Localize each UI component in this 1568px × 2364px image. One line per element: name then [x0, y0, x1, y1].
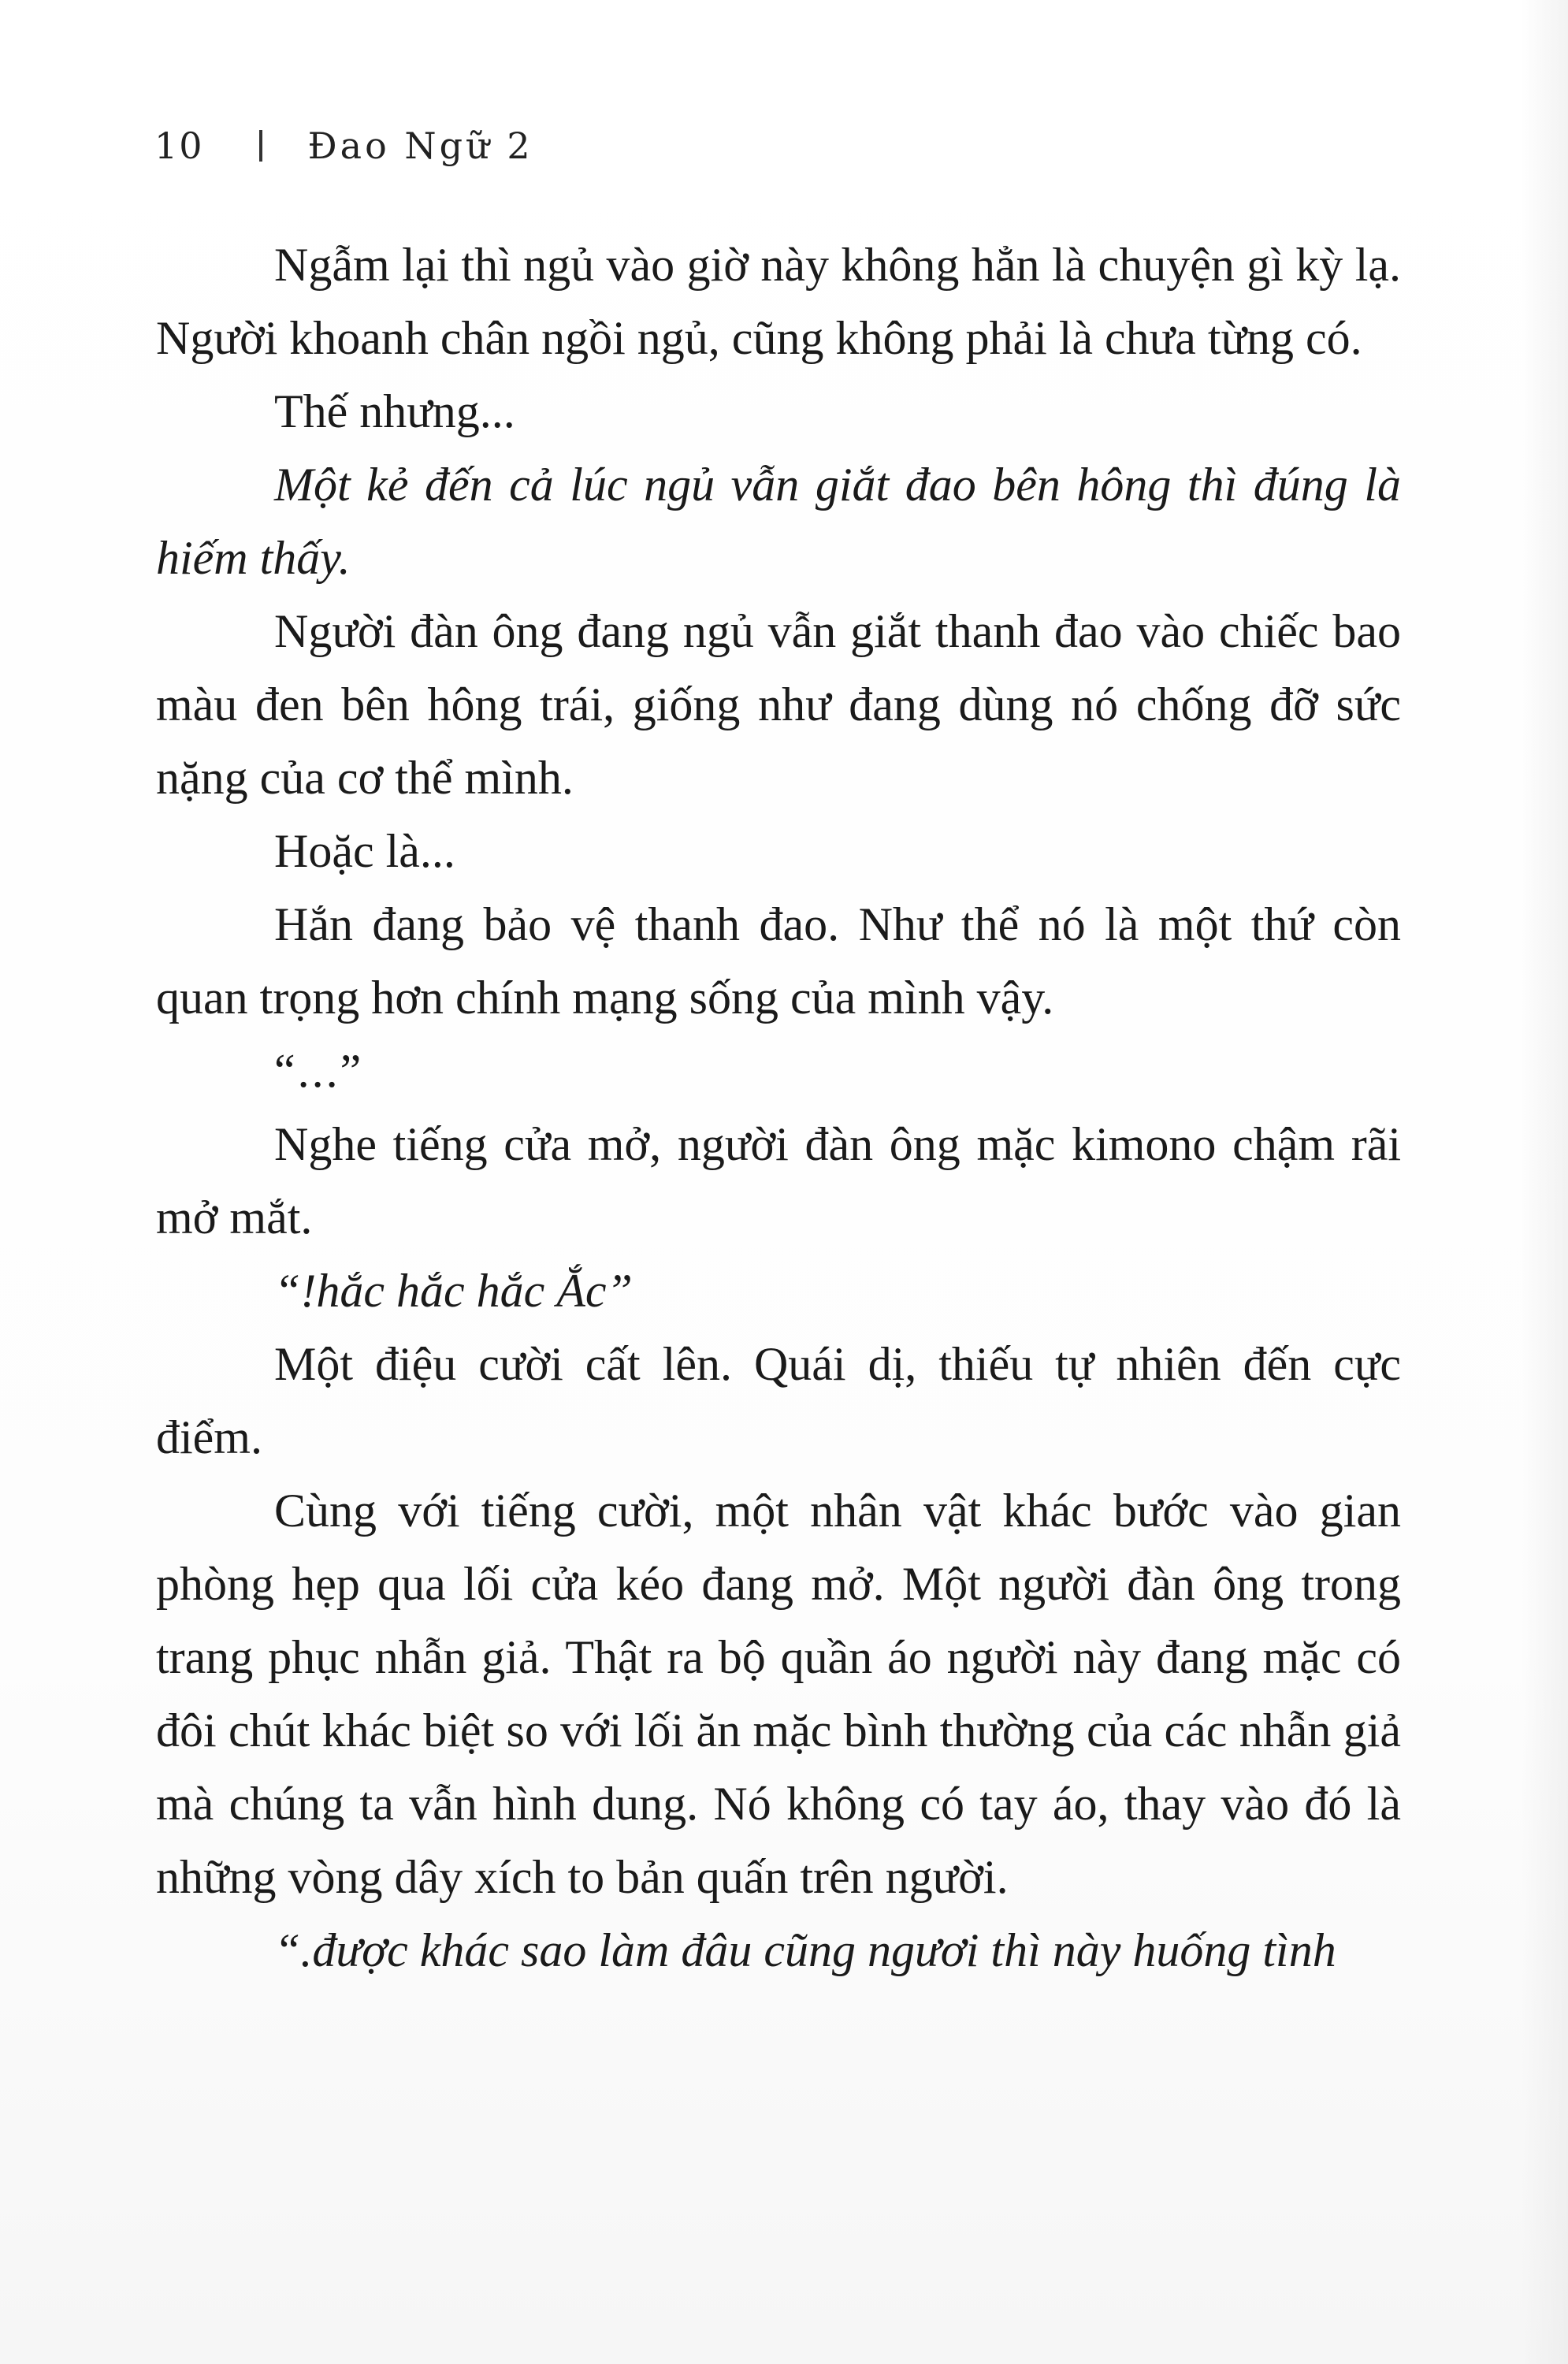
paragraph: Hoặc là... [274, 825, 455, 877]
paragraph: Hắn đang bảo vệ thanh đao. Như thể nó là một thứ còn quan trọng hơn chính mạng sống của mình vậy. [156, 898, 1401, 1024]
dialogue-line-italic: “!hắc hắc hắc Ắc” [274, 1265, 633, 1317]
body-text [156, 229, 1401, 1987]
paragraph: Cùng với tiếng cười, một nhân vật khác bước vào gian phòng hẹp qua lối cửa kéo đang mở. Một người đàn ông trong trang phục nhẫn giả. Thật ra bộ quần áo người này đang mặc có đôi chút khác biệt so với lối ăn mặc bình thường của các nhẫn giả mà chúng ta vẫn hình dung. Nó không có tay áo, thay vào đó là những vòng dây xích to bản quấn trên người. [156, 1485, 1401, 1903]
page-edge-shadow [1521, 0, 1568, 2364]
book-title: Đao Ngữ 2 [307, 125, 533, 167]
running-header [154, 118, 533, 173]
paragraph: Một điệu cười cất lên. Quái dị, thiếu tự nhiên đến cực điểm. [156, 1338, 1401, 1463]
paragraph: Thế nhưng... [274, 385, 515, 437]
paragraph: Người đàn ông đang ngủ vẫn giắt thanh đao vào chiếc bao màu đen bên hông trái, giống như đang dùng nó chống đỡ sức nặng của cơ thể mình. [156, 605, 1401, 804]
dialogue-line: “...” [274, 1045, 364, 1097]
paragraph: Nghe tiếng cửa mở, người đàn ông mặc kimono chậm rãi mở mắt. [156, 1118, 1401, 1243]
paragraph-italic: Một kẻ đến cả lúc ngủ vẫn giắt đao bên hông thì đúng là hiếm thấy. [156, 459, 1401, 584]
dialogue-line-italic: “.được khác sao làm đâu cũng ngươi thì này huống tình [274, 1924, 1336, 1976]
header-separator [259, 130, 262, 162]
paragraph: Ngẫm lại thì ngủ vào giờ này không hẳn là chuyện gì kỳ lạ. Người khoanh chân ngồi ngủ, cũng không phải là chưa từng có. [156, 239, 1401, 364]
page-number: 10 [154, 125, 204, 167]
